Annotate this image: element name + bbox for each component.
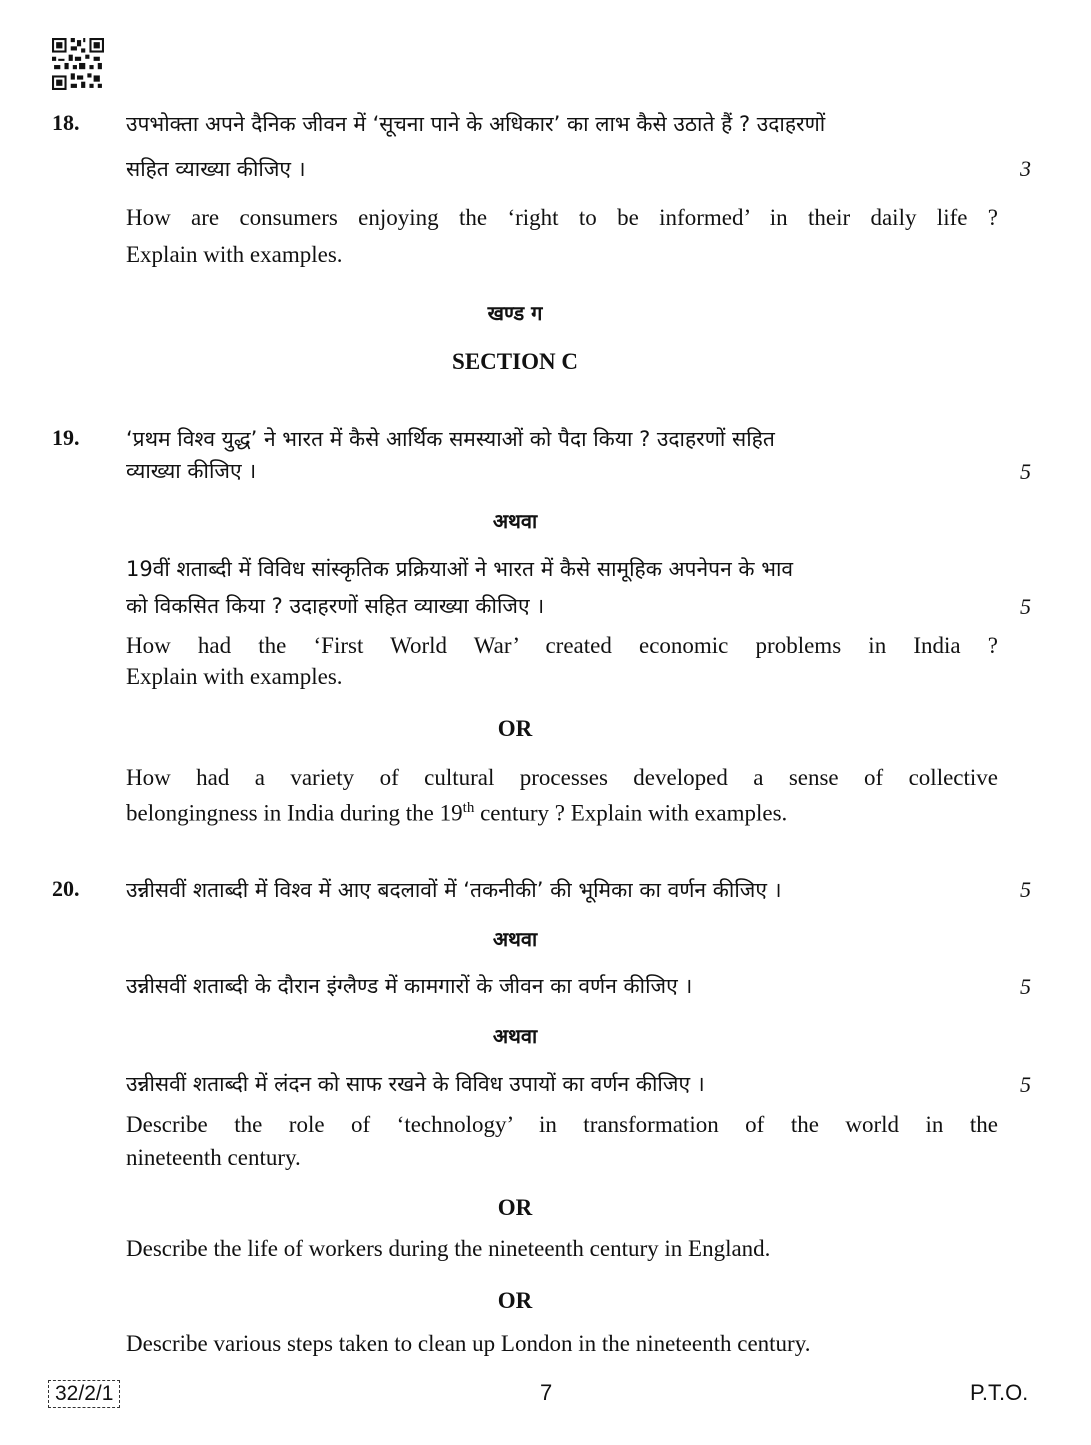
- q19-superscript-th: th: [462, 800, 475, 816]
- q19-marks-b: 5: [1020, 594, 1031, 619]
- q20-marks-a: 5: [1020, 877, 1031, 902]
- q19-marks-a: 5: [1020, 459, 1031, 484]
- pto-label: P.T.O.: [970, 1380, 1029, 1405]
- q19-english-b-line-2-post: century ? Explain with examples.: [474, 800, 788, 826]
- qr-code-icon: [52, 38, 104, 90]
- q18-marks: 3: [1020, 156, 1031, 181]
- q20-english-a-line-2: nineteenth century.: [126, 1145, 301, 1170]
- q20-english-c: Describe various steps taken to clean up London in the nineteenth century.: [126, 1331, 811, 1356]
- question-number-18: 18.: [52, 110, 80, 135]
- question-number-19: 19.: [52, 425, 80, 450]
- q19-hindi-a-line-1: ‘प्रथम विश्व युद्ध’ ने भारत में कैसे आर्थिक समस्याओं को पैदा किया ? उदाहरणों सहित: [126, 427, 775, 451]
- q20-hindi-a: उन्नीसवीं शताब्दी में विश्व में आए बदलावों में ‘तकनीकी’ की भूमिका का वर्णन कीजिए ।: [126, 878, 782, 902]
- q19-english-b-line-2: [126, 800, 998, 827]
- q18-english-line-1: How are consumers enjoying the ‘right to be informed’ in their daily life ?: [126, 205, 998, 230]
- q20-marks-c: 5: [1020, 1072, 1031, 1097]
- q20-hindi-c: उन्नीसवीं शताब्दी में लंदन को साफ रखने के विविध उपायों का वर्णन कीजिए ।: [126, 1072, 705, 1096]
- q19-english-b-line-1: How had a variety of cultural processes developed a sense of collective: [126, 765, 998, 790]
- q19-athva: अथवा: [492, 509, 538, 533]
- q20-english-b: Describe the life of workers during the nineteenth century in England.: [126, 1236, 771, 1261]
- question-number-20: 20.: [52, 876, 80, 901]
- q18-hindi-line-1: उपभोक्ता अपने दैनिक जीवन में ‘सूचना पाने के अधिकार’ का लाभ कैसे उठाते हैं ? उदाहरणों: [126, 112, 826, 136]
- section-heading-english: SECTION C: [452, 349, 578, 374]
- section-heading-hindi: खण्ड ग: [487, 301, 543, 325]
- q20-athva-2: अथवा: [492, 1024, 538, 1048]
- q20-or-2: OR: [497, 1288, 533, 1313]
- q20-or-1: OR: [497, 1195, 533, 1220]
- q19-english-b-line-2-pre: belongingness in India during the 19: [126, 800, 463, 826]
- q19-english-a-line-2: Explain with examples.: [126, 664, 343, 689]
- q19-hindi-a-line-2: व्याख्या कीजिए ।: [126, 459, 257, 483]
- q20-marks-b: 5: [1020, 974, 1031, 999]
- q18-english-line-2: Explain with examples.: [126, 242, 343, 267]
- q19-hindi-b-line-1: 19वीं शताब्दी में विविध सांस्कृतिक प्रक्रियाओं ने भारत में कैसे सामूहिक अपनेपन के भाव: [126, 557, 794, 581]
- q20-athva-1: अथवा: [492, 927, 538, 951]
- q19-english-a-line-1: How had the ‘First World War’ created economic problems in India ?: [126, 633, 998, 658]
- q19-hindi-b-line-2: को विकसित किया ? उदाहरणों सहित व्याख्या कीजिए ।: [126, 594, 545, 618]
- q18-hindi-line-2: सहित व्याख्या कीजिए ।: [126, 157, 306, 181]
- q19-or: OR: [497, 716, 533, 741]
- q20-hindi-b: उन्नीसवीं शताब्दी के दौरान इंग्लैण्ड में कामगारों के जीवन का वर्णन कीजिए ।: [126, 974, 693, 998]
- paper-code-box: 32/2/1: [48, 1380, 120, 1408]
- q20-english-a-line-1: Describe the role of ‘technology’ in transformation of the world in the: [126, 1112, 998, 1137]
- page-number: 7: [540, 1380, 553, 1405]
